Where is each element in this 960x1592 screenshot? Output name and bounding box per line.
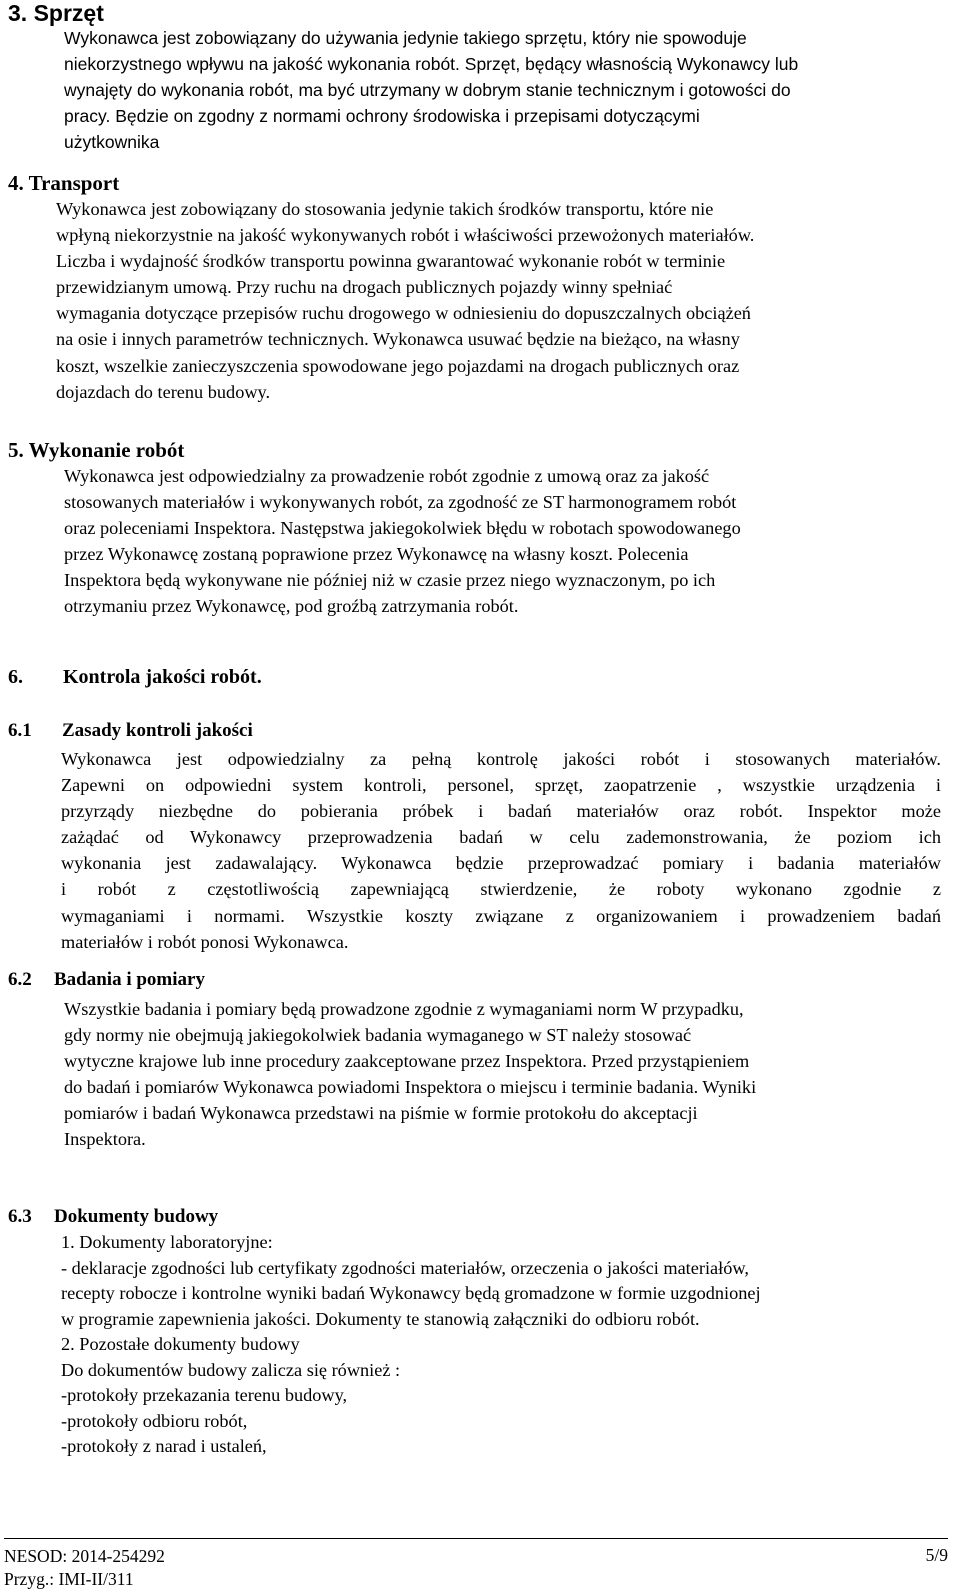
section-6-1-title: Zasady kontroli jakości <box>62 720 253 741</box>
section-5-body <box>64 463 944 620</box>
text-line: użytkownika <box>64 132 160 152</box>
text-line: przewidzianym umową. Przy ruchu na drogach publicznych pojazdy winny spełniać <box>56 277 673 298</box>
text-line: pomiarów i badań Wykonawca przedstawi na piśmie w formie protokołu do akceptacji <box>64 1103 698 1124</box>
text-line: wpłyną niekorzystnie na jakość wykonywanych robót i właściwości przewożonych materiałów. <box>56 225 755 246</box>
text-line: i robót z częstotliwością zapewniającą stwierdzenie, że roboty wykonano zgodnie z <box>61 879 941 900</box>
text-line: Wykonawca jest odpowiedzialny za prowadzenie robót zgodnie z umową oraz za jakość <box>64 466 710 486</box>
text-line: niekorzystnego wpływu na jakość wykonania robót. Sprzęt, będący własnością Wykonawcy lub <box>64 54 799 74</box>
section-6-2-title: Badania i pomiary <box>54 969 205 990</box>
section-6-heading <box>8 666 262 689</box>
text-line: wykonania jest zadawalający. Wykonawca będzie przeprowadzać pomiary i badania materiałów <box>61 853 941 874</box>
text-line: przyrządy niezbędne do pobierania próbek i badań materiałów oraz robót. Inspektor może <box>61 801 941 822</box>
text-line: 1. Dokumenty laboratoryjne: <box>61 1232 273 1252</box>
section-3-heading: 3. Sprzęt <box>8 0 104 26</box>
text-line: Liczba i wydajność środków transportu powinna gwarantować wykonanie robót w terminie <box>56 251 726 272</box>
text-line: materiałów i robót ponosi Wykonawca. <box>61 931 349 952</box>
section-6-1-heading <box>8 720 253 742</box>
text-line: Wszystkie badania i pomiary będą prowadzone zgodnie z wymaganiami norm W przypadku, <box>64 999 744 1019</box>
text-line: Wykonawca jest odpowiedzialny za pełną kontrolę jakości robót i stosowanych materiałów. <box>61 749 941 769</box>
section-6-number: 6. <box>8 666 23 688</box>
section-6-1-body <box>61 746 941 955</box>
footer-info <box>4 1545 165 1591</box>
section-3-body <box>64 25 944 155</box>
page-number: 5/9 <box>925 1545 948 1565</box>
text-line: koszt, wszelkie zanieczyszczenia spowodowane jego pojazdami na drogach publicznych oraz <box>56 355 740 376</box>
text-line: wytyczne krajowe lub inne procedury zaakceptowane przez Inspektora. Przed przystąpieniem <box>64 1051 750 1072</box>
text-line: Wykonawca jest zobowiązany do używania jedynie takiego sprzętu, który nie spowoduje <box>64 28 747 48</box>
section-5-heading: 5. Wykonanie robót <box>8 438 185 462</box>
text-line: 2. Pozostałe dokumenty budowy <box>61 1334 300 1354</box>
section-6-2-number: 6.2 <box>8 969 32 990</box>
text-line: Wykonawca jest zobowiązany do stosowania jedynie takich środków transportu, które nie <box>56 199 714 219</box>
text-line: gdy normy nie obejmują jakiegokolwiek badania wymaganego w ST należy stosować <box>64 1025 692 1046</box>
text-line: otrzymaniu przez Wykonawcę, pod groźbą zatrzymania robót. <box>64 596 519 617</box>
text-line: wynajęty do wykonania robót, ma być utrzymany w dobrym stanie technicznym i gotowości do <box>64 80 791 100</box>
section-6-3-title: Dokumenty budowy <box>54 1206 219 1227</box>
text-line: wymagania dotyczące przepisów ruchu drogowego w odniesieniu do dopuszczalnych obciążeń <box>56 303 751 324</box>
section-4-body <box>56 196 946 405</box>
section-6-2-body <box>64 996 944 1153</box>
text-line: pracy. Będzie on zgodny z normami ochrony środowiska i przepisami dotyczącymi <box>64 106 700 126</box>
text-line: -protokoły z narad i ustaleń, <box>61 1436 267 1456</box>
section-4-heading: 4. Transport <box>8 171 120 195</box>
text-line: recepty robocze i kontrolne wyniki badań Wykonawcy będą gromadzone w formie uzgodnionej <box>61 1283 761 1303</box>
text-line: oraz poleceniami Inspektora. Następstwa jakiegokolwiek błędu w robotach spowodowanego <box>64 518 741 539</box>
text-line: Zapewni on odpowiedni system kontroli, personel, sprzęt, zaopatrzenie , wszystkie urządzenia i <box>61 775 941 796</box>
text-line: -protokoły przekazania terenu budowy, <box>61 1385 348 1405</box>
section-6-1-number: 6.1 <box>8 720 32 741</box>
text-line: Inspektora. <box>64 1129 146 1150</box>
section-6-3-number: 6.3 <box>8 1206 32 1227</box>
text-line: wymaganiami i normami. Wszystkie koszty związane z organizowaniem i prowadzeniem badań <box>61 905 941 926</box>
section-6-2-heading <box>8 969 205 991</box>
footer-przyg: Przyg.: IMI-II/311 <box>4 1569 134 1589</box>
text-line: - deklaracje zgodności lub certyfikaty zgodności materiałów, orzeczenia o jakości materiałów, <box>61 1257 749 1278</box>
footer-divider <box>4 1538 948 1539</box>
text-line: stosowanych materiałów i wykonywanych robót, za zgodność ze ST harmonogramem robót <box>64 492 737 513</box>
text-line: przez Wykonawcę zostaną poprawione przez Wykonawcę na własny koszt. Polecenia <box>64 544 689 565</box>
text-line: w programie zapewnienia jakości. Dokumenty te stanowią załączniki do odbioru robót. <box>61 1308 700 1329</box>
section-6-3-body <box>61 1230 946 1460</box>
text-line: Inspektora będą wykonywane nie później niż w czasie przez niego wyznaczonym, po ich <box>64 570 716 591</box>
text-line: na osie i innych parametrów technicznych. Wykonawca usuwać będzie na bieżąco, na własny <box>56 329 740 350</box>
footer-nesod: NESOD: 2014-254292 <box>4 1546 165 1566</box>
text-line: dojazdach do terenu budowy. <box>56 381 271 402</box>
text-line: do badań i pomiarów Wykonawca powiadomi Inspektora o miejscu i terminie badania. Wyniki <box>64 1077 757 1098</box>
section-6-3-heading <box>8 1206 218 1228</box>
text-line: zażądać od Wykonawcy przeprowadzenia badań w celu zademonstrowania, że poziom ich <box>61 827 941 848</box>
section-6-title: Kontrola jakości robót. <box>63 666 262 688</box>
text-line: -protokoły odbioru robót, <box>61 1410 248 1431</box>
text-line: Do dokumentów budowy zalicza się również : <box>61 1359 401 1380</box>
